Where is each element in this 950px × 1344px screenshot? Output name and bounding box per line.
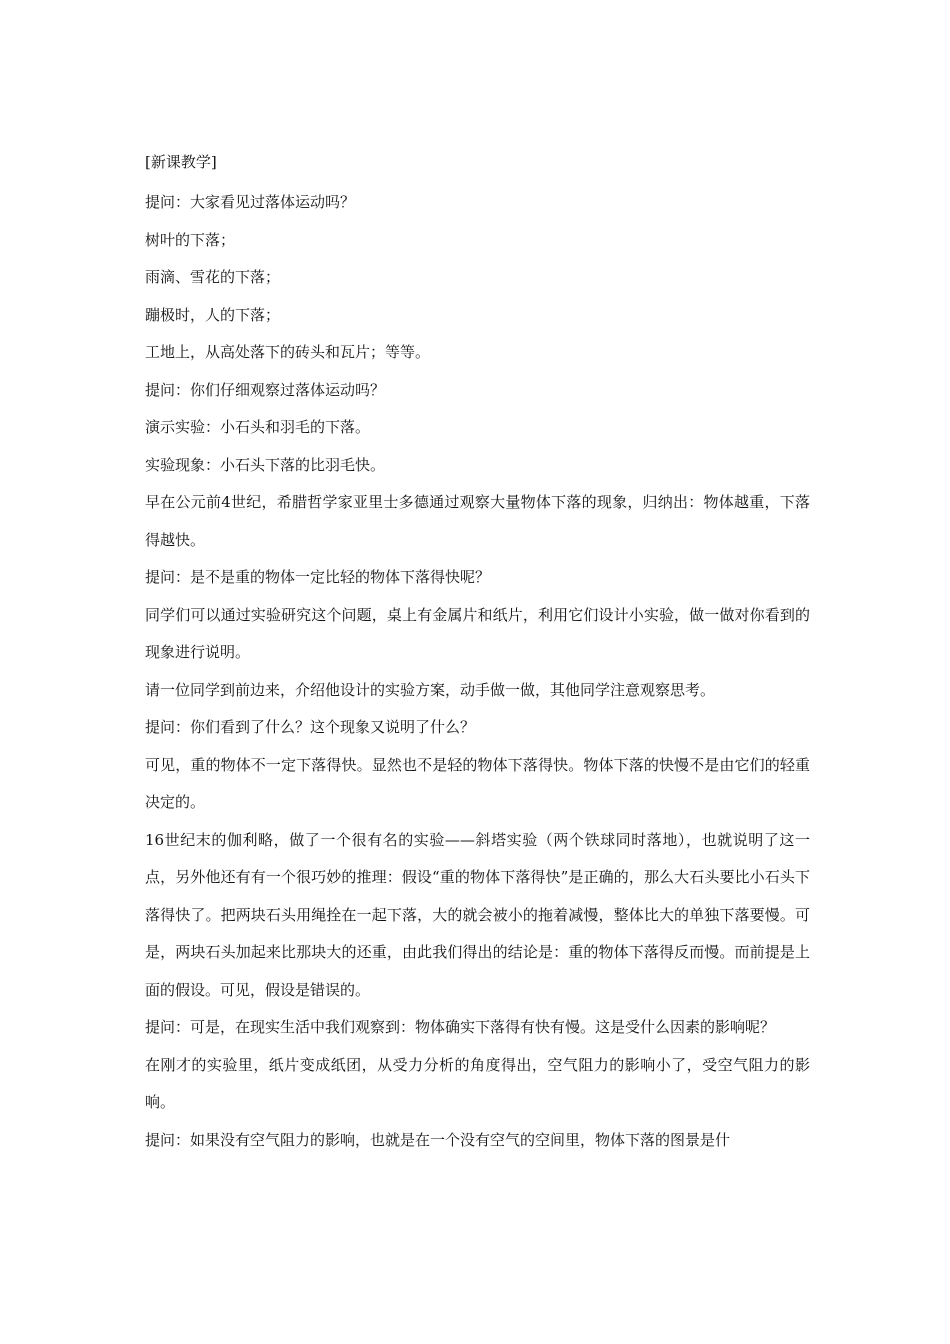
paragraph-question-4: 提问：你们看到了什么？这个现象又说明了什么？ [145,718,476,736]
document-body [145,147,810,1159]
paragraph-aristotle: 早在公元前4世纪，希腊哲学家亚里士多德通过观察大量物体下落的现象，归纳出：物体越重，下落得越快。 [145,493,810,549]
paragraph-question-5: 提问：可是，在现实生活中我们观察到：物体确实下落得有快有慢。这是受什么因素的影响呢？ [145,1018,776,1036]
paragraph-air-resistance: 在刚才的实验里，纸片变成纸团，从受力分析的角度得出，空气阻力的影响小了，受空气阻力的影响。 [145,1055,810,1111]
paragraph-example-bricks: 工地上，从高处落下的砖头和瓦片；等等。 [145,343,431,361]
paragraph-example-bungee: 蹦极时，人的下落； [145,305,281,324]
paragraph-question-2: 提问：你们仔细观察过落体运动吗？ [145,380,386,399]
paragraph-question-6: 提问：如果没有空气阻力的影响，也就是在一个没有空气的空间里，物体下落的图景是什 [145,1130,731,1149]
paragraph-galileo: 16世纪末的伽利略，做了一个很有名的实验——斜塔实验（两个铁球同时落地），也就说明了这一点，另外他还有有一个很巧妙的推理：假设“重的物体下落得快”是正确的，那么大石头要比小石头下落得快了。把两块石头用绳拴在一起下落，大的就会被小的拖着减慢，整体比大的单独下落要慢。可是，两块石头加起来比那块大的还重，由此我们得出的结论是：重的物体下落得反而慢。而前提是上面的假设。可见，假设是错误的。 [145,830,810,999]
paragraph-example-rain-snow: 雨滴、雪花的下落； [145,268,281,286]
section-heading: [新课教学] [145,153,217,171]
paragraph-phenomenon: 实验现象：小石头下落的比羽毛快。 [145,455,386,474]
paragraph-example-leaves: 树叶的下落； [145,230,236,249]
paragraph-conclusion-1: 可见，重的物体不一定下落得快。显然也不是轻的物体下落得快。物体下落的快慢不是由它们的轻重决定的。 [145,755,810,811]
paragraph-demo: 演示实验：小石头和羽毛的下落。 [145,418,371,436]
paragraph-student-demo: 请一位同学到前边来，介绍他设计的实验方案，动手做一做，其他同学注意观察思考。 [145,680,716,699]
paragraph-question-3: 提问：是不是重的物体一定比轻的物体下落得快呢？ [145,568,491,586]
paragraph-student-experiment: 同学们可以通过实验研究这个问题，桌上有金属片和纸片，利用它们设计小实验，做一做对你看到的现象进行说明。 [145,605,810,661]
paragraph-question-1: 提问：大家看见过落体运动吗？ [145,193,356,211]
